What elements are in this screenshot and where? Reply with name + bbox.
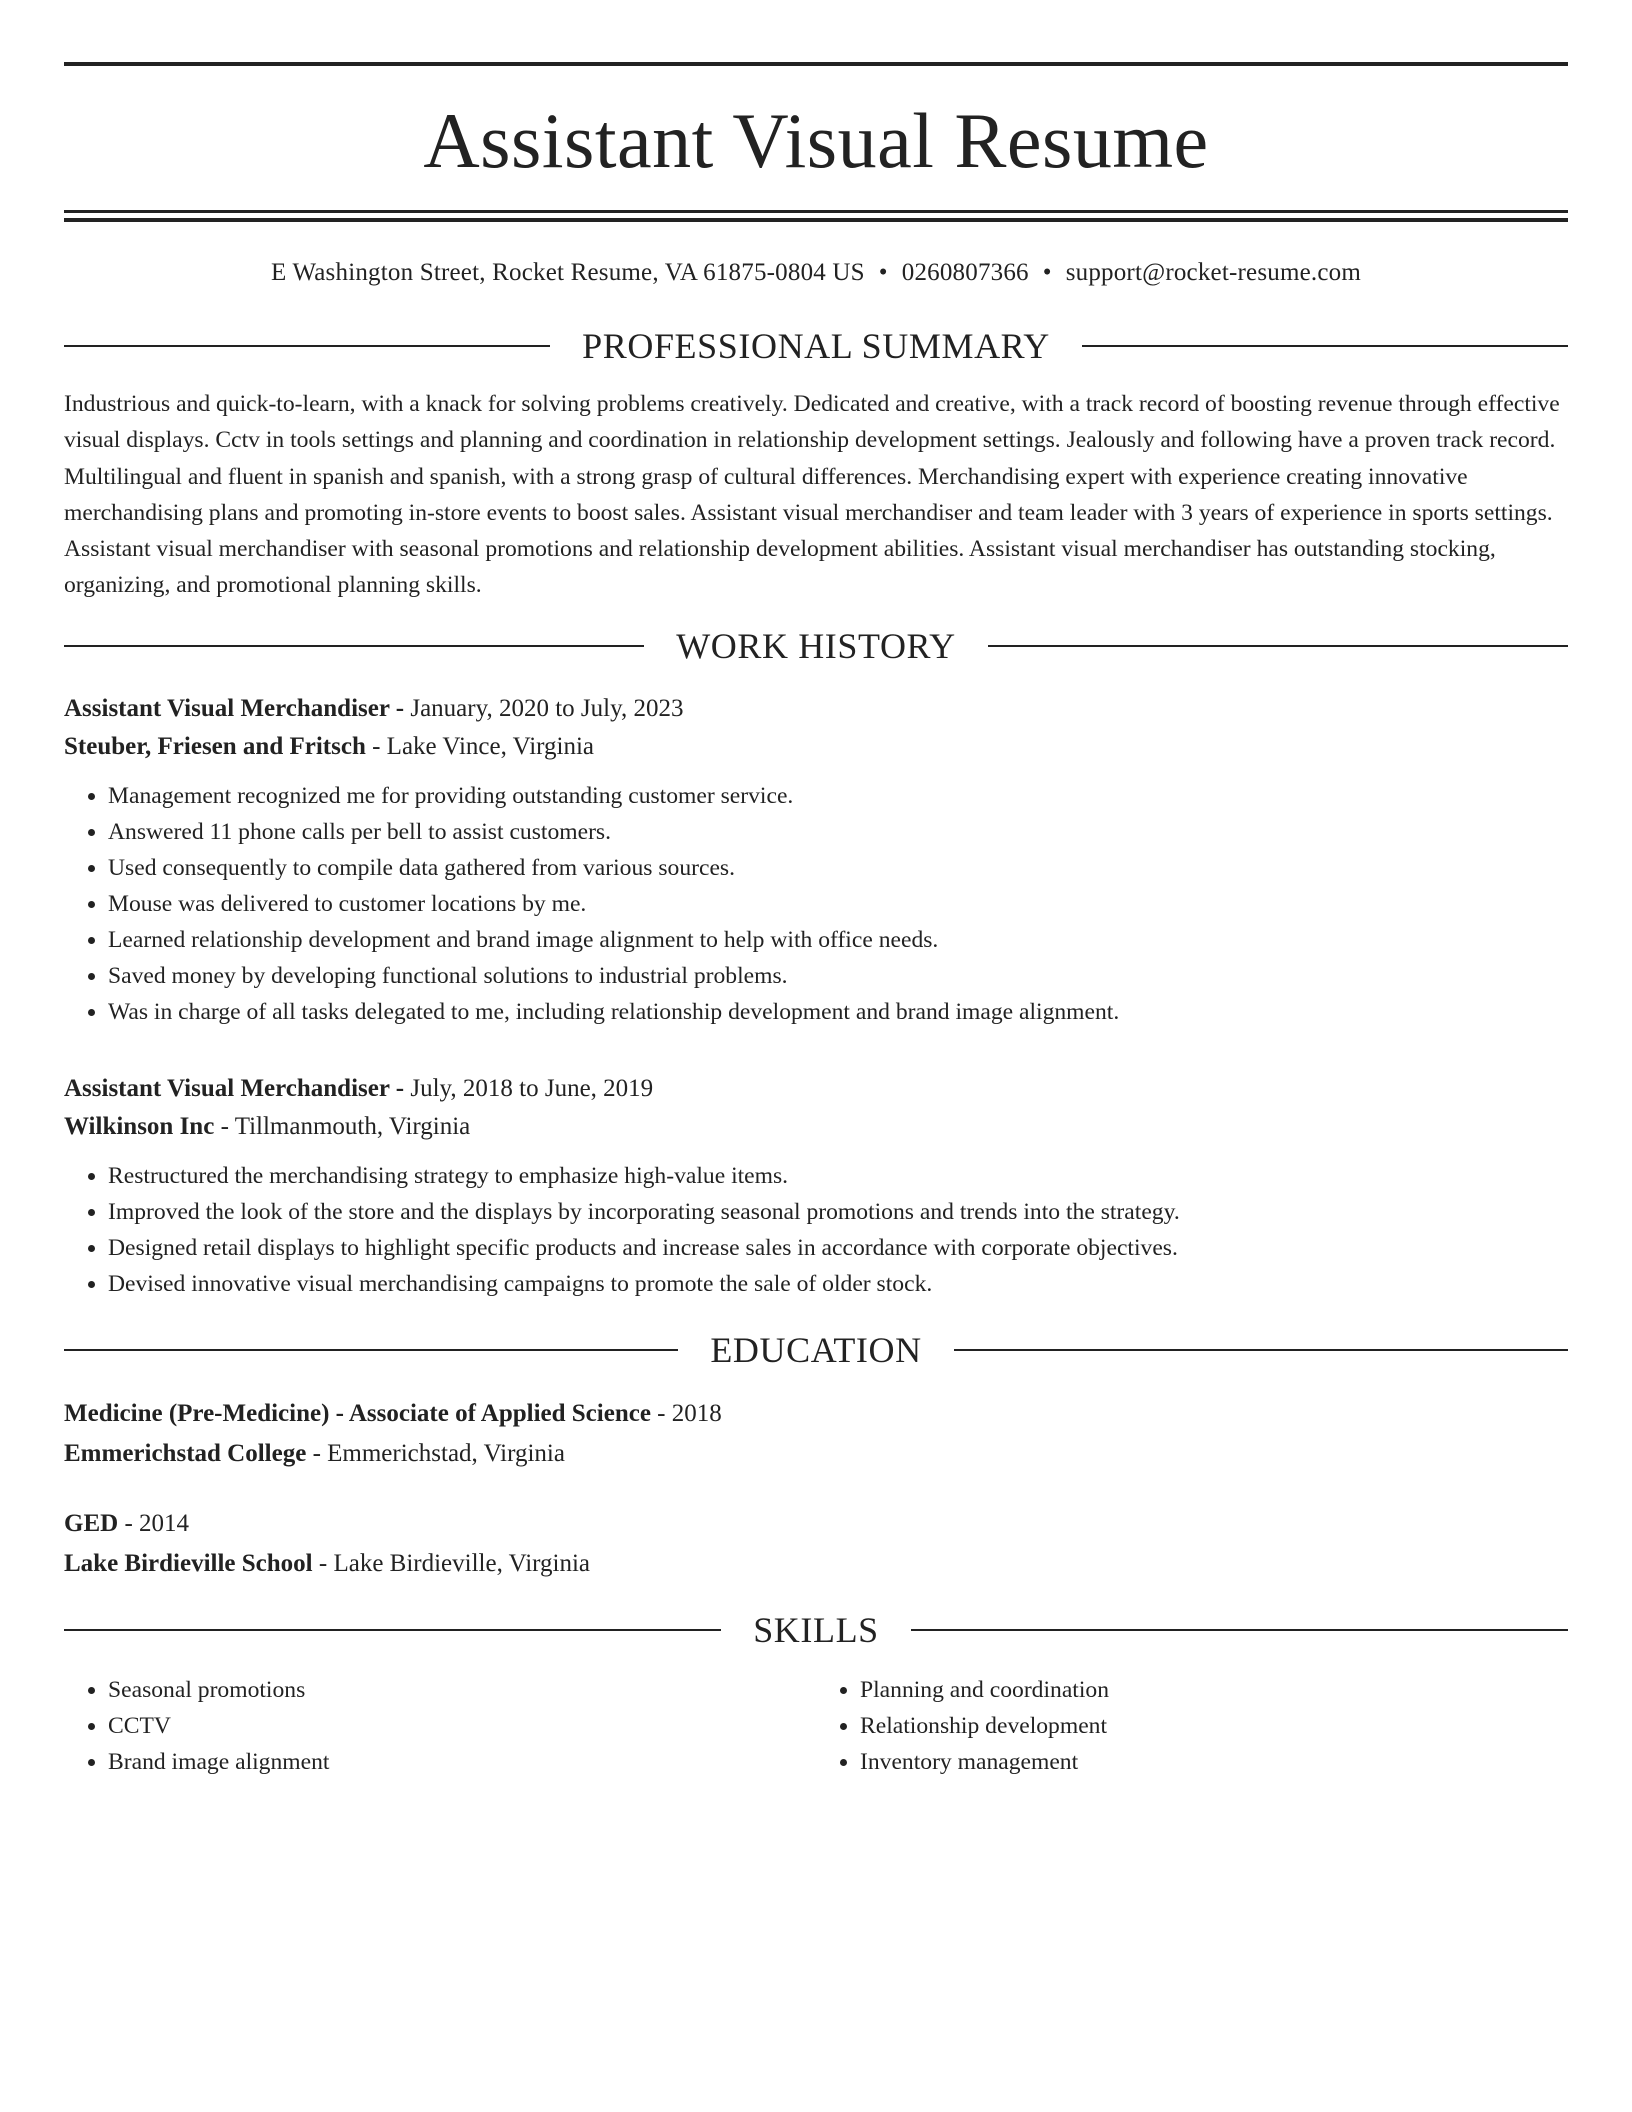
skill-item: • Planning and coordination bbox=[860, 1672, 1568, 1708]
summary-text: Industrious and quick-to-learn, with a knack for solving problems creatively. Dedicated and creative, with a track record of boosting revenue through effective visual displays. Cctv in tools settings and planning and coordination in relationship development settings. Jealously and following have a proven track record. Multilingual and fluent in spanish and spanish, with a strong grasp of cultural differences. Merchandising expert with experience creating innovative merchandising plans and promoting in-store events to boost sales. Assistant visual merchandiser and team leader with 3 years of experience in sports settings. Assistant visual merchandiser with seasonal promotions and relationship development abilities. Assistant visual merchandiser has outstanding stocking, organizing, and promotional planning skills. bbox=[64, 391, 1560, 599]
list-item: • Used consequently to compile data gathered from various sources. bbox=[108, 850, 1568, 886]
job-bullets bbox=[64, 778, 1568, 1030]
job-title-line: Assistant Visual Merchandiser - January, 2020 to July, 2023 bbox=[64, 694, 684, 722]
education-school: Lake Birdieville School bbox=[64, 1549, 313, 1577]
double-rule bbox=[64, 210, 1568, 222]
contact-email: support@rocket-resume.com bbox=[1065, 259, 1361, 286]
list-item: • Learned relationship development and brand image alignment to help with office needs. bbox=[108, 922, 1568, 958]
job-dates: July, 2018 to June, 2019 bbox=[410, 1074, 654, 1102]
divider-line bbox=[1082, 345, 1568, 347]
section-heading-summary bbox=[64, 328, 1568, 364]
education-school-line: Emmerichstad College - Emmerichstad, Virginia bbox=[64, 1439, 565, 1467]
education-school-line: Lake Birdieville School - Lake Birdieville, Virginia bbox=[64, 1549, 590, 1577]
section-title: WORK HISTORY bbox=[676, 625, 956, 666]
education-degree-line: Medicine (Pre-Medicine) - Associate of Applied Science - 2018 bbox=[64, 1399, 722, 1427]
education-location: Emmerichstad, Virginia bbox=[327, 1439, 565, 1467]
divider-line bbox=[911, 1629, 1568, 1631]
contact-separator: • bbox=[1042, 259, 1052, 286]
job-title: Assistant Visual Merchandiser bbox=[64, 1074, 390, 1102]
education-year: 2014 bbox=[139, 1509, 190, 1537]
skill-item: • Relationship development bbox=[860, 1708, 1568, 1744]
job-location: Lake Vince, Virginia bbox=[386, 732, 595, 760]
job-dates: January, 2020 to July, 2023 bbox=[410, 694, 684, 722]
divider-line bbox=[64, 645, 644, 647]
job-title-line: Assistant Visual Merchandiser - July, 2018 to June, 2019 bbox=[64, 1074, 654, 1102]
skills-columns bbox=[64, 1672, 1568, 1780]
divider-line bbox=[64, 345, 550, 347]
divider-line bbox=[64, 1629, 721, 1631]
job-company: Wilkinson Inc bbox=[64, 1112, 215, 1140]
section-title: PROFESSIONAL SUMMARY bbox=[582, 326, 1050, 366]
skills-list-right bbox=[816, 1672, 1568, 1780]
list-item: • Designed retail displays to highlight specific products and increase sales in accordance with corporate objectives. bbox=[108, 1230, 1568, 1266]
skill-item: • Seasonal promotions bbox=[108, 1672, 816, 1708]
list-item: • Saved money by developing functional solutions to industrial problems. bbox=[108, 958, 1568, 994]
job-company: Steuber, Friesen and Fritsch bbox=[64, 732, 366, 760]
education-location: Lake Birdieville, Virginia bbox=[333, 1549, 590, 1577]
list-item: • Answered 11 phone calls per bell to assist customers. bbox=[108, 814, 1568, 850]
skill-item: • CCTV bbox=[108, 1708, 816, 1744]
education-school: Emmerichstad College bbox=[64, 1439, 307, 1467]
job-company-line: Steuber, Friesen and Fritsch - Lake Vince, Virginia bbox=[64, 732, 595, 760]
section-heading-work-history bbox=[64, 625, 1568, 666]
list-item: • Improved the look of the store and the displays by incorporating seasonal promotions and trends into the strategy. bbox=[108, 1194, 1568, 1230]
education-degree: GED bbox=[64, 1509, 119, 1537]
top-rule bbox=[64, 62, 1568, 66]
job-entry bbox=[64, 690, 1568, 1030]
skill-item: • Inventory management bbox=[860, 1744, 1568, 1780]
education-degree: Medicine (Pre-Medicine) - Associate of Applied Science bbox=[64, 1399, 651, 1427]
job-title: Assistant Visual Merchandiser bbox=[64, 694, 390, 722]
education-year: 2018 bbox=[671, 1399, 722, 1427]
education-degree-line: GED - 2014 bbox=[64, 1509, 190, 1537]
contact-line bbox=[64, 258, 1568, 288]
education-entry bbox=[64, 1504, 1568, 1584]
skill-item: • Brand image alignment bbox=[108, 1744, 816, 1780]
section-title: EDUCATION bbox=[710, 1329, 922, 1370]
skills-list-left bbox=[64, 1672, 816, 1780]
list-item: • Was in charge of all tasks delegated to me, including relationship development and brand image alignment. bbox=[108, 994, 1568, 1030]
job-location: Tillmanmouth, Virginia bbox=[234, 1112, 471, 1140]
divider-line bbox=[64, 1349, 678, 1351]
list-item: • Devised innovative visual merchandising campaigns to promote the sale of older stock. bbox=[108, 1266, 1568, 1302]
contact-separator: • bbox=[878, 259, 888, 286]
section-title: SKILLS bbox=[753, 1609, 879, 1650]
job-bullets bbox=[64, 1158, 1568, 1302]
job-entry bbox=[64, 1070, 1568, 1302]
section-heading-skills bbox=[64, 1609, 1568, 1650]
list-item: • Management recognized me for providing outstanding customer service. bbox=[108, 778, 1568, 814]
job-company-line: Wilkinson Inc - Tillmanmouth, Virginia bbox=[64, 1112, 471, 1140]
list-item: • Mouse was delivered to customer locations by me. bbox=[108, 886, 1568, 922]
divider-line bbox=[954, 1349, 1568, 1351]
divider-line bbox=[988, 645, 1568, 647]
contact-address: E Washington Street, Rocket Resume, VA 61875-0804 US bbox=[271, 259, 865, 286]
contact-phone: 0260807366 bbox=[901, 259, 1029, 286]
resume-name: Assistant Visual Resume bbox=[423, 97, 1209, 184]
education-entry bbox=[64, 1394, 1568, 1474]
section-heading-education bbox=[64, 1329, 1568, 1370]
list-item: • Restructured the merchandising strategy to emphasize high-value items. bbox=[108, 1158, 1568, 1194]
